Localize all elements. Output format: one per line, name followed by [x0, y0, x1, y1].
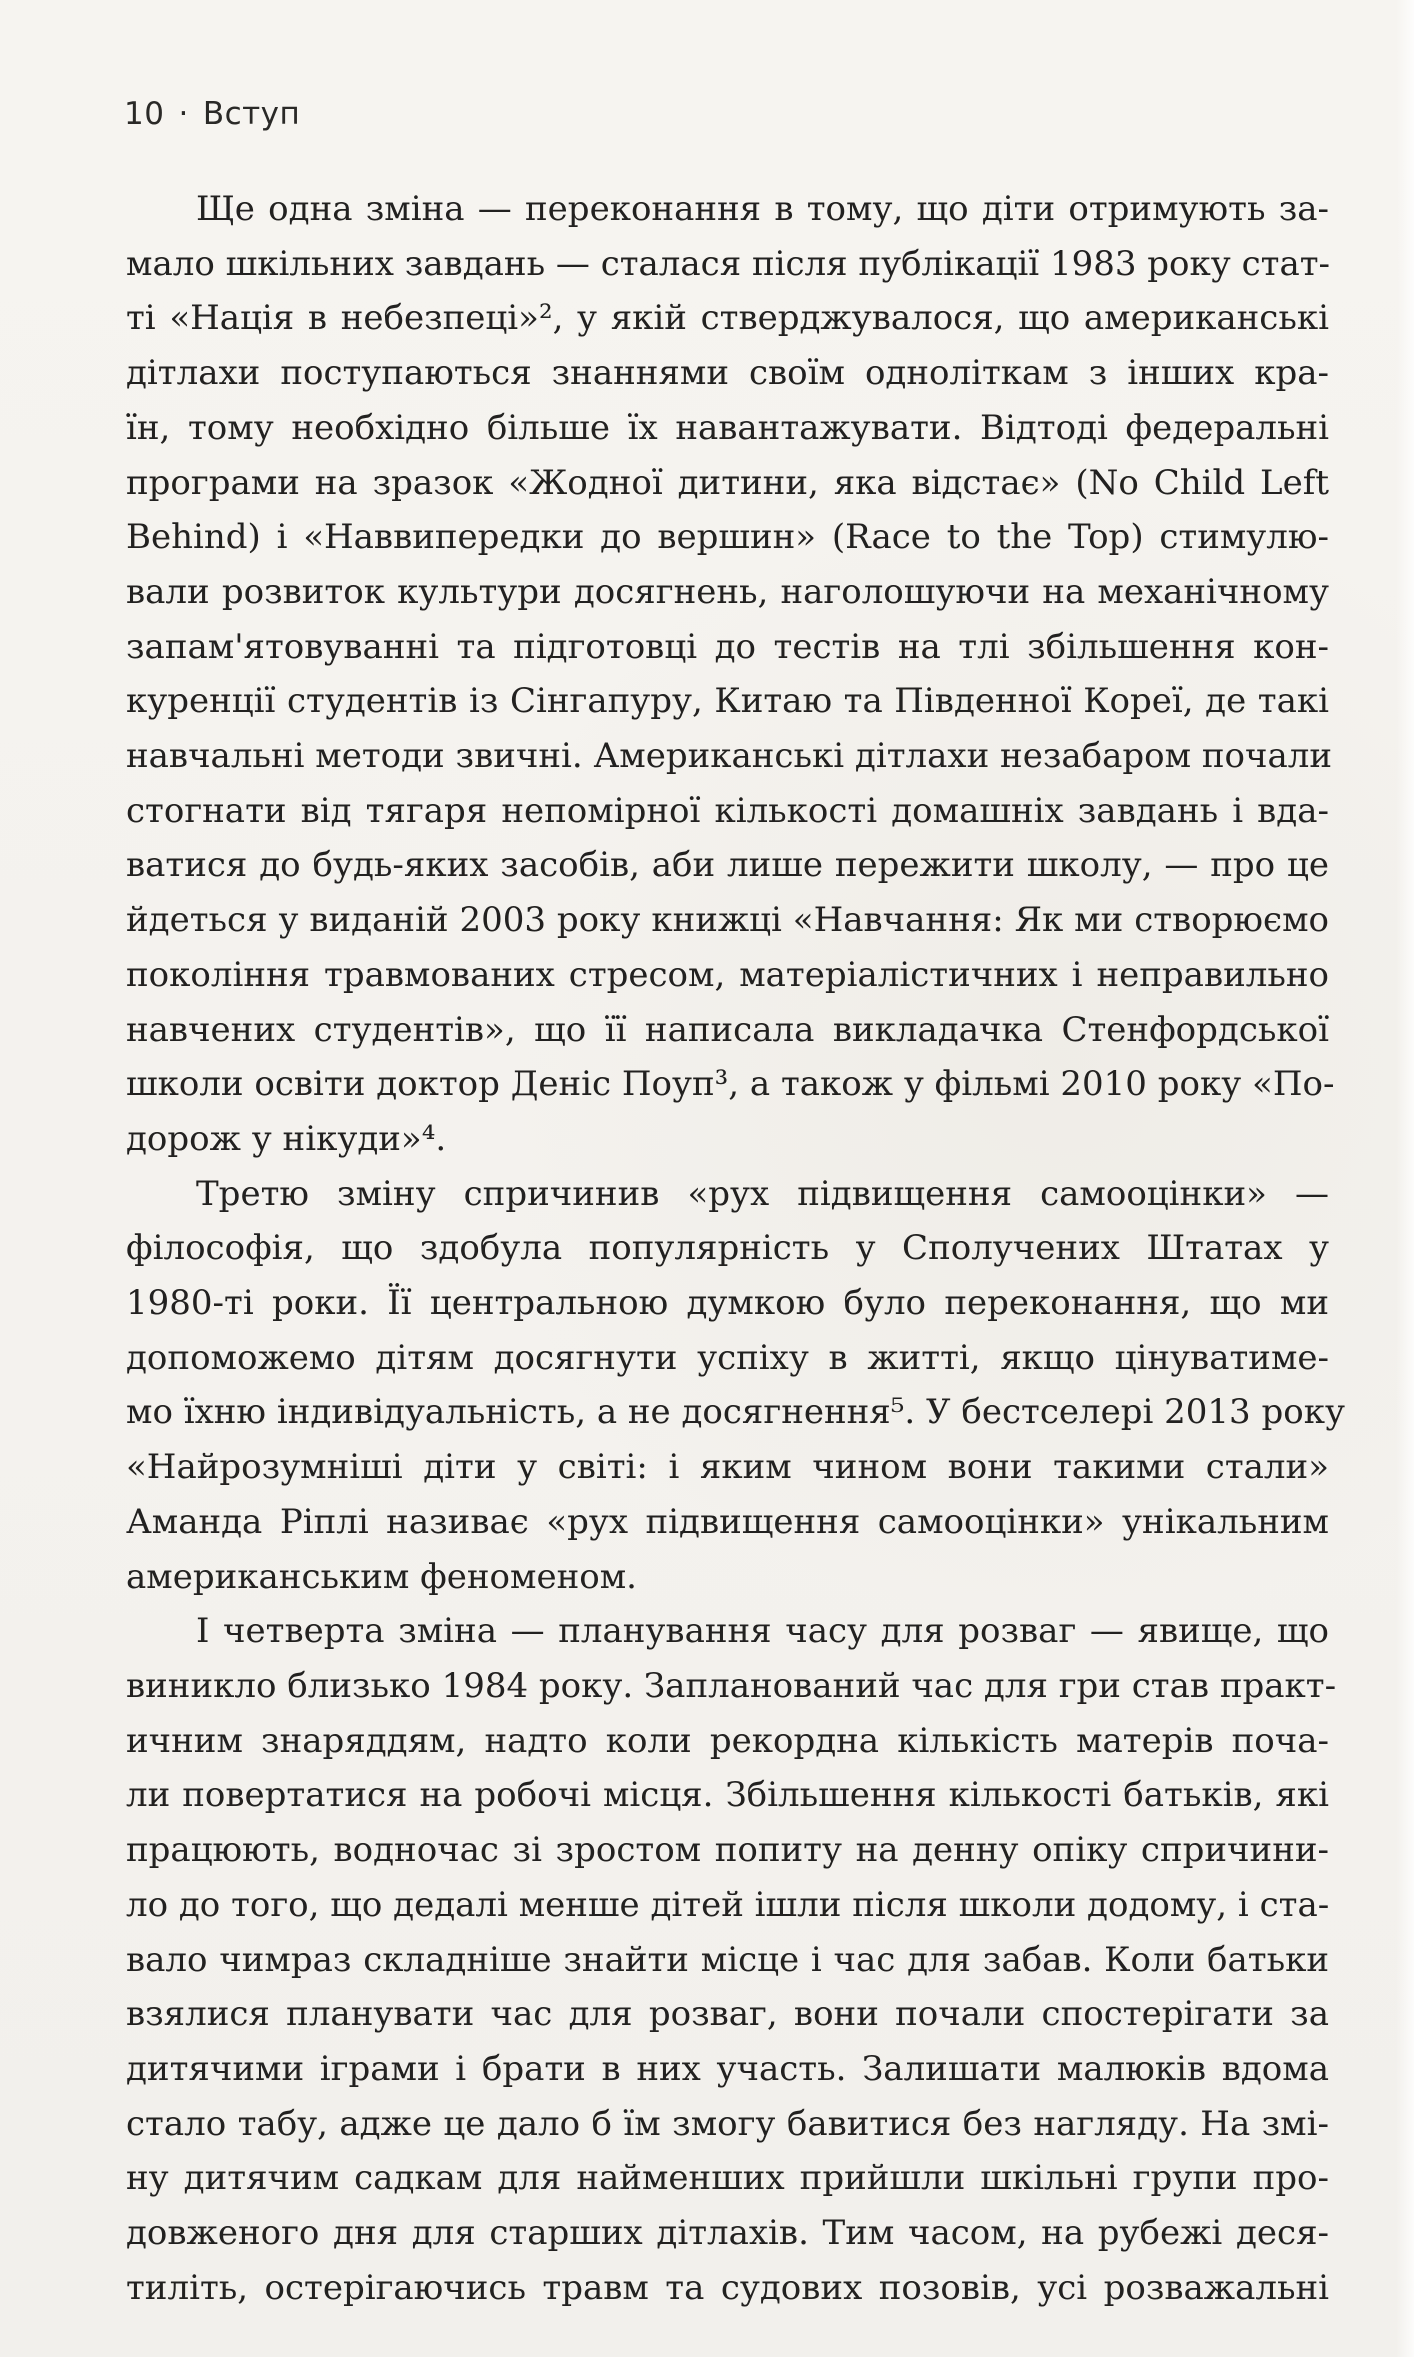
text-line: американським феноменом.	[126, 1556, 637, 1597]
text-line: школи освіти доктор Деніс Поуп³, а також у фільмі 2010 року «По-	[126, 1064, 1335, 1105]
text-line: покоління травмованих стресом, матеріалістичних і неправильно	[126, 954, 1329, 995]
text-line: дорож у нікуди»⁴.	[126, 1118, 447, 1159]
text-line: стогнати від тягаря непомірної кількості домашніх завдань і вда-	[126, 790, 1329, 831]
text-line: Третю зміну спричинив «рух підвищення самооцінки» —	[196, 1173, 1329, 1214]
text-line: їн, тому необхідно більше їх навантажувати. Відтоді федеральні	[126, 407, 1329, 448]
header-separator: ·	[178, 96, 189, 132]
text-line: довженого дня для старших дітлахів. Тим часом, на рубежі деся-	[126, 2213, 1329, 2254]
text-line: мо їхню індивідуальність, а не досягнення⁵. У бестселері 2013 року	[126, 1392, 1345, 1433]
text-line: тиліть, остерігаючись травм та судових позовів, усі розважальні	[126, 2267, 1329, 2308]
text-line: ли повертатися на робочі місця. Збільшення кількості батьків, які	[126, 1775, 1329, 1816]
text-line: вало чимраз складніше знайти місце і час для забав. Коли батьки	[126, 1939, 1329, 1980]
text-line: програми на зразок «Жодної дитини, яка відстає» (No Child Left	[126, 462, 1329, 503]
text-line: допоможемо дітям досягнути успіху в житті, якщо цінуватиме-	[126, 1337, 1329, 1378]
text-line: мало шкільних завдань — сталася після публікації 1983 року стат-	[126, 243, 1331, 284]
text-line: навчених студентів», що її написала викладачка Стенфордської	[126, 1009, 1329, 1050]
text-line: йдеться у виданій 2003 року книжці «Навчання: Як ми створюємо	[126, 900, 1329, 941]
page-number: 10	[124, 96, 165, 132]
text-line: ло до того, що дедалі менше дітей ішли після школи додому, і ста-	[126, 1884, 1330, 1925]
body-text	[126, 182, 1345, 2315]
text-line: куренції студентів із Сінгапуру, Китаю та Південної Кореї, де такі	[126, 681, 1329, 722]
text-line: вали розвиток культури досягнень, наголошуючи на механічному	[126, 571, 1329, 612]
text-line: 1980-ті роки. Її центральною думкою було переконання, що ми	[126, 1283, 1329, 1324]
text-line: стало табу, адже це дало б їм змогу бавитися без нагляду. На змі-	[126, 2103, 1329, 2144]
text-line: філософія, що здобула популярність у Сполучених Штатах у	[126, 1228, 1329, 1269]
text-line: І четверта зміна — планування часу для розваг — явище, що	[196, 1611, 1329, 1652]
text-line: запам'ятовуванні та підготовці до тестів на тлі збільшення кон-	[126, 626, 1329, 667]
text-line: дитячими іграми і брати в них участь. Залишати малюків вдома	[126, 2048, 1329, 2089]
text-line: виникло близько 1984 року. Запланований час для гри став практ-	[126, 1665, 1337, 1706]
text-line: Behind) і «Наввипередки до вершин» (Race to the Top) стимулю-	[126, 517, 1329, 558]
running-header	[124, 96, 300, 132]
page-edge-shade	[1396, 0, 1414, 2357]
text-line: дітлахи поступаються знаннями своїм одноліткам з інших кра-	[126, 353, 1329, 394]
text-line: ватися до будь-яких засобів, аби лише пережити школу, — про це	[126, 845, 1329, 886]
text-line: ті «Нація в небезпеці»², у якій стверджувалося, що американські	[126, 298, 1329, 339]
section-title: Вступ	[202, 96, 301, 132]
text-line: Аманда Ріплі називає «рух підвищення самооцінки» унікальним	[126, 1501, 1329, 1542]
text-line: ну дитячим садкам для найменших прийшли шкільні групи про-	[126, 2158, 1329, 2199]
text-line: взялися планувати час для розваг, вони почали спостерігати за	[126, 1994, 1329, 2035]
text-line: навчальні методи звичні. Американські дітлахи незабаром почали	[126, 736, 1333, 777]
text-line: Ще одна зміна — переконання в тому, що діти отримують за-	[196, 189, 1329, 229]
text-line: ичним знаряддям, надто коли рекордна кількість матерів поча-	[126, 1720, 1329, 1761]
text-line: працюють, водночас зі зростом попиту на денну опіку спричини-	[126, 1830, 1329, 1871]
text-line: «Найрозумніші діти у світі: і яким чином вони такими стали»	[126, 1447, 1329, 1488]
